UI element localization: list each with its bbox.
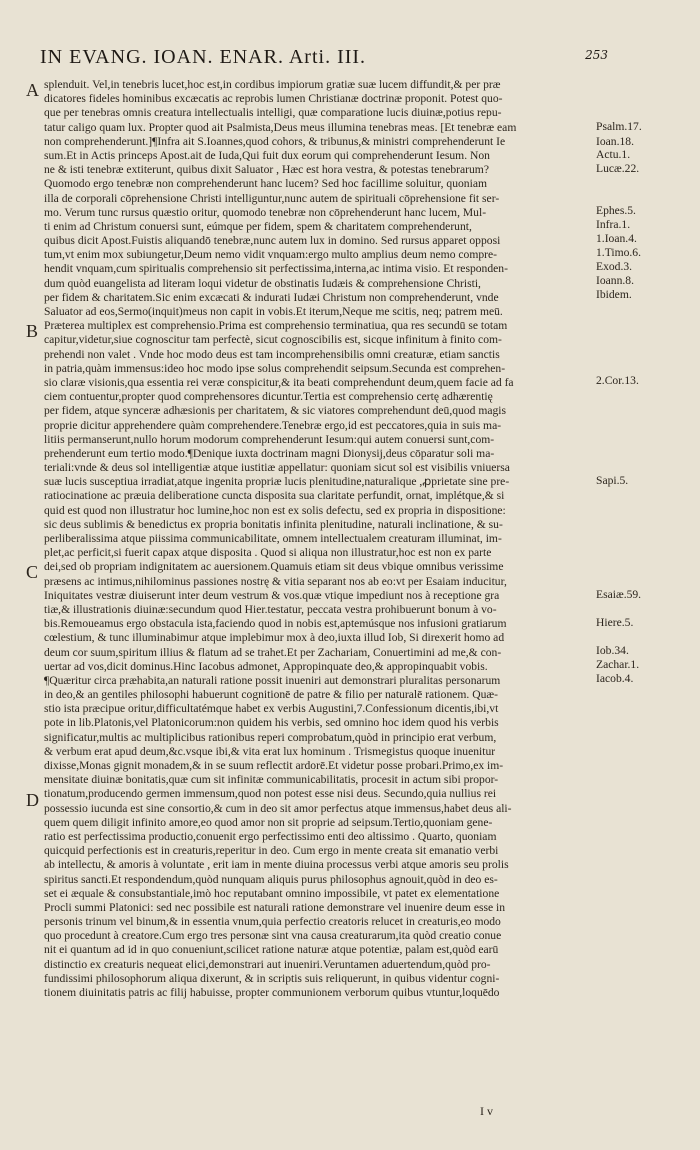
section-letter-c: C <box>26 562 39 582</box>
text-line: capitur,videtur,siue cognoscitur tam perfectè, sicut cognoscibilis est, sicque infinitum à finito com- <box>44 333 502 347</box>
text-line: deum cor suum,spiritum illius & flatum ad se trahet.Et per Zachariam, Conuertimini ad me,& con- <box>44 645 502 659</box>
text-line: spiritus sancti.Et respondendum,quòd nunquam aliquis purus philosophus agnouit,quòd in deo es- <box>44 872 498 886</box>
text-line: hendit vnquam,cum spiritualis comprehensio sit perfectissima,interna,ac intima visio. Et responden- <box>44 262 508 276</box>
text-line: sio claræ visionis,qua essentia rei veræ conspicitur,& ita beati comprehendunt deum,quem facie ad fa <box>44 375 514 389</box>
margin-note: Ibidem. <box>596 288 632 301</box>
text-line: quid est quod non illustratur hoc lumine,hoc non est ex solis defectu, sed ex propria in dispositione: <box>44 503 506 517</box>
text-line: ti enim ad Christum conuersi sunt, eúmque per fidem, spem & charitatem comprehenderunt, <box>44 219 472 233</box>
text-line: mensitate diuinæ bonitatis,quæ cum sit infinitæ communicabilitatis, procesit in actum sibi propor- <box>44 773 499 787</box>
margin-note: Lucæ.22. <box>596 162 640 175</box>
text-line: quo procedunt à creatore.Cum ergo tres personæ sint vna causa creaturarum,ita quòd creatio conue <box>44 929 502 943</box>
text-line: nit ei quantum ad id in quo conueniunt,scilicet ratione naturæ atque potentiæ, palam est,quòd earū <box>44 943 499 957</box>
text-line: quibus dicit Apost.Fuistis aliquandō tenebræ,nunc autem lux in domino. Sed rursus apparet opposi <box>44 234 501 248</box>
text-line: prehendi non valet . Vnde hoc modo deus est tam incomprehensibilis omni creaturæ, etiam sanctis <box>44 347 500 361</box>
text-line: Iniquitates vestræ diuiserunt inter deum vestrum & vos.quæ vtique impediunt nos à receptione gra <box>44 588 500 602</box>
text-line: bis.Remoueamus ergo obstacula ista,faciendo quod in nobis est,aptemúsque nos infusioni gratiarum <box>44 617 507 631</box>
margin-note: Infra.1. <box>596 218 631 231</box>
text-line: teriali:vnde & deus sol intelligentiæ atque iustitiæ appellatur: quoniam sicut sol est visibilis vniuersa <box>44 461 510 475</box>
text-line: sum.Et in Actis princeps Apost.ait de Iuda,Qui fuit dux eorum qui comprehenderunt Iesum. Non <box>44 148 490 162</box>
text-line: non comprehenderunt.]¶Infra ait S.Ioannes,quod cohors, & tribunus,& ministri comprehenderunt Ie <box>44 134 506 148</box>
running-head: IN EVANG. IOAN. ENAR. Arti. III. <box>40 46 367 68</box>
text-line: quicquid perfectionis est in creaturis,reperitur in deo. Cum ergo in mente creata sit emanatio verbi <box>44 844 499 858</box>
text-line: litiis permanserunt,nullo horum modorum comprehenderunt Iesum:qui autem conuersi sunt,com- <box>44 432 495 446</box>
text-line: distinctio ex creaturis nequeat elici,demonstrari aut inueniri.Veruntamen aduertendum,quòd pro- <box>44 957 491 971</box>
text-line: ab intellectu, & amoris à voluntate , erit iam in mente diuina processus verbi atque amoris seu prolis <box>44 858 509 872</box>
section-letter-b: B <box>26 321 39 341</box>
text-line: per fidem, atque synceræ adhæsionis per charitatem, & sic viatores comprehendunt deū,quod magis <box>44 404 507 418</box>
text-line: tionatum,producendo germen immensum,quod non potest esse nisi deus. Secundo,quia nullius rei <box>44 787 497 801</box>
margin-note: Ioan.18. <box>596 135 634 148</box>
text-line: prehenderunt eum tertio modo.¶Denique iuxta doctrinam magni Dionysij,deus cōparatur soli ma- <box>44 446 495 460</box>
margin-note: Actu.1. <box>596 148 631 161</box>
text-line: pote in lib.Platonis,vel Platonicorum:non quidem his verbis, sed omnino hoc idem quod his verbis <box>44 716 499 730</box>
text-line: suæ lucis susceptiua irradiat,atque ingenita propriæ lucis plenitudine,naturalique ,ꝓprietate sine pre- <box>44 475 510 489</box>
text-line: ne & isti tenebræ extiterunt, quibus dixit Saluator , Hæc est hora vestra, & potestas tenebrarum? <box>44 163 489 177</box>
text-line: in deo,& an gentiles philosophi habuerunt cognitionē de patre & filio per naturalē rationem. Quæ- <box>44 688 498 702</box>
text-line: Saluator ad eos,Sermo(inquit)meus non capit in vobis.Et iterum,Neque me scitis, neq; patrem meū. <box>44 305 503 318</box>
margin-note: Iacob.4. <box>596 672 634 685</box>
margin-note: Sapi.5. <box>596 474 629 487</box>
text-line: stio ista præcipue oritur,difficultatémque habet ex verbis Augustini,7.Confessionum dicentis,ibi,vt <box>44 702 499 716</box>
text-line: per fidem & charitatem.Sic enim excæcati & indurati Iudæi Christum non comprehenderunt, vnde <box>44 290 499 304</box>
text-line: possessio iucunda est sine consortio,& cum in deo sit amor perfectus atque immensus,habet deus ali- <box>44 801 512 815</box>
text-line: significatur,multis ac multiplicibus rationibus reperi comprobatum,quòd in principio erat verbum, <box>44 730 497 744</box>
text-line: personis trinum vel binum,& in essentia vnum,quia perfectio creatoris relucet in creaturis,eo modo <box>44 915 501 929</box>
signature-mark: I v <box>480 1104 493 1118</box>
margin-note: 1.Timo.6. <box>596 246 641 259</box>
margin-notes <box>596 78 694 1098</box>
text-line: Præterea multiplex est comprehensio.Prima est comprehensio terminatiua, qua res secundū se totam <box>44 319 508 333</box>
text-line: proprie dicitur apprehendere quàm comprehendere.Tenebræ ergo,id est peccatores,quia in suis ma- <box>44 418 502 432</box>
text-line: tionem diuinitatis patris ac filij habuisse, propter communionem verborum quibus vtuntur,loquēdo <box>44 986 500 999</box>
text-line: set ei æquale & consubstantiale,imò hoc reputabant omnino impossibile, vt patet ex elementatione <box>44 886 500 900</box>
text-line: dixisse,Monas gignit monadem,& in se suum reflectit ardorē.Et videtur posse probari.Primo,ex im- <box>44 759 504 772</box>
text-line: præsens ac intimus,nihilominus passiones nostrę & vitia separant nos ab eo:vt per Esaiam inducitur, <box>44 574 507 588</box>
margin-note: Ioann.8. <box>596 274 634 287</box>
margin-note: Zachar.1. <box>596 658 640 671</box>
margin-note: Iob.34. <box>596 644 629 657</box>
text-line: tum,vt enim mox subiungetur,Deum nemo vidit vnquam:ergo multo amplius deum nemo compre- <box>44 248 498 262</box>
margin-note: Ephes.5. <box>596 204 636 217</box>
text-line: dei,sed ob propriam indignitatem ac auersionem.Quamuis etiam sit deus vbique omnibus verissime <box>44 560 504 574</box>
page-header <box>40 46 680 72</box>
section-letter-a: A <box>26 80 39 100</box>
text-line: in patria,quàm immensus:ideo hoc modo ipse solus comprehendit seipsum.Secunda est comprehen- <box>44 361 506 375</box>
text-line: & verbum erat apud deum,&c.vsque ibi,& vita erat lux hominum . Trismegistus quoque inuenitur <box>44 744 496 758</box>
text-line: cœlestium, & tunc illuminabimur atque implebimur mox à deo,iuxta illud Iob, Si direxerit homo ad <box>44 631 505 645</box>
text-line: plet,ac perficit,si fuerit capax atque disposita . Quod si aliqua non illustratur,hoc est non ex parte <box>44 546 492 560</box>
text-line: dum quòd euangelista ad literam loqui videtur de obstinatis Iudæis & comprehensione Christi, <box>44 276 481 290</box>
margin-note: 2.Cor.13. <box>596 374 639 387</box>
margin-note: Psalm.17. <box>596 120 642 133</box>
page-number: 253 <box>585 48 608 62</box>
text-line: tiæ,& illustrationis diuinæ:secundum quod Hier.testatur, peccata vestra prohibuerunt bonum à vo- <box>44 602 497 616</box>
text-line: uertar ad vos,dicit dominus.Hinc Iacobus admonet, Appropinquate deo,& appropinquabit vobis. <box>44 659 488 673</box>
text-line: quem quem diligit infinito amore,eo quod amor non sit proprie ad seipsum.Tertio,quoniam gene- <box>44 815 493 829</box>
text-line: sic deus sublimis & benedictus ex propria bonitatis infinita plenitudine, naturali inclinatione, & su- <box>44 517 503 531</box>
text-line: splenduit. Vel,in tenebris lucet,hoc est,in cordibus impiorum gratiæ suæ lucem diffundit,& per præ <box>44 78 501 91</box>
text-line: tatur caligo quam lux. Propter quod ait Psalmista,Deus meus illumina tenebras meas. [Et tenebræ eam <box>44 120 517 134</box>
text-line: fundissimi philosophorum aliqua dixerunt, & in scriptis suis reliquerunt, in quibus videntur cogni- <box>44 971 500 985</box>
body-text <box>44 78 589 1098</box>
text-line: mo. Verum tunc rursus quæstio oritur, quomodo tenebræ non cōprehenderunt hanc lucem, Mul- <box>44 205 487 219</box>
margin-note: 1.Ioan.4. <box>596 232 637 245</box>
text-line: Procli summi Platonici: sed nec possibile est naturali ratione demonstrare vel inuenire deum esse in <box>44 900 506 914</box>
margin-note: Exod.3. <box>596 260 633 273</box>
text-line: Quomodo ergo tenebræ non comprehenderunt hanc lucem? Sed hoc facillime soluitur, quoniam <box>44 177 487 191</box>
text-line: ¶Quæritur circa præhabita,an naturali ratione possit inueniri aut demonstrari pluralitas personarum <box>44 673 501 687</box>
margin-note: Hiere.5. <box>596 616 634 629</box>
section-letter-d: D <box>26 790 39 810</box>
margin-note: Esaiæ.59. <box>596 588 642 601</box>
text-line: que per tenebras omnis creatura intellectualis intelligi, quæ comparatione lucis diuinæ,potius repu- <box>44 106 502 120</box>
text-line: ciem contuentur,propter quod comprehensores dicuntur.Tertia est comprehensio certę adhærentię <box>44 390 493 404</box>
text-line: ratio est perfectissima productio,conuenit ergo perfectissimo enti deo altissimo . Quarto, quoniam <box>44 829 497 843</box>
text-line: illa de corporali cōprehensione Christi intelliguntur,nunc autem de spirituali cōprehensione fit ser- <box>44 191 500 205</box>
text-line: perliberalissima atque piissima communicabilitate, omnem intellectualem creaturam illuminat, im- <box>44 532 502 545</box>
text-line: ratiocinatione ac præuia deliberatione cuncta disposita sua claritate perfundit, ornat, implétque,& si <box>44 489 505 503</box>
text-line: dicatores fideles hominibus excæcatis ac reprobis lumen Christianæ doctrinæ proponit. Potest quo- <box>44 92 503 106</box>
